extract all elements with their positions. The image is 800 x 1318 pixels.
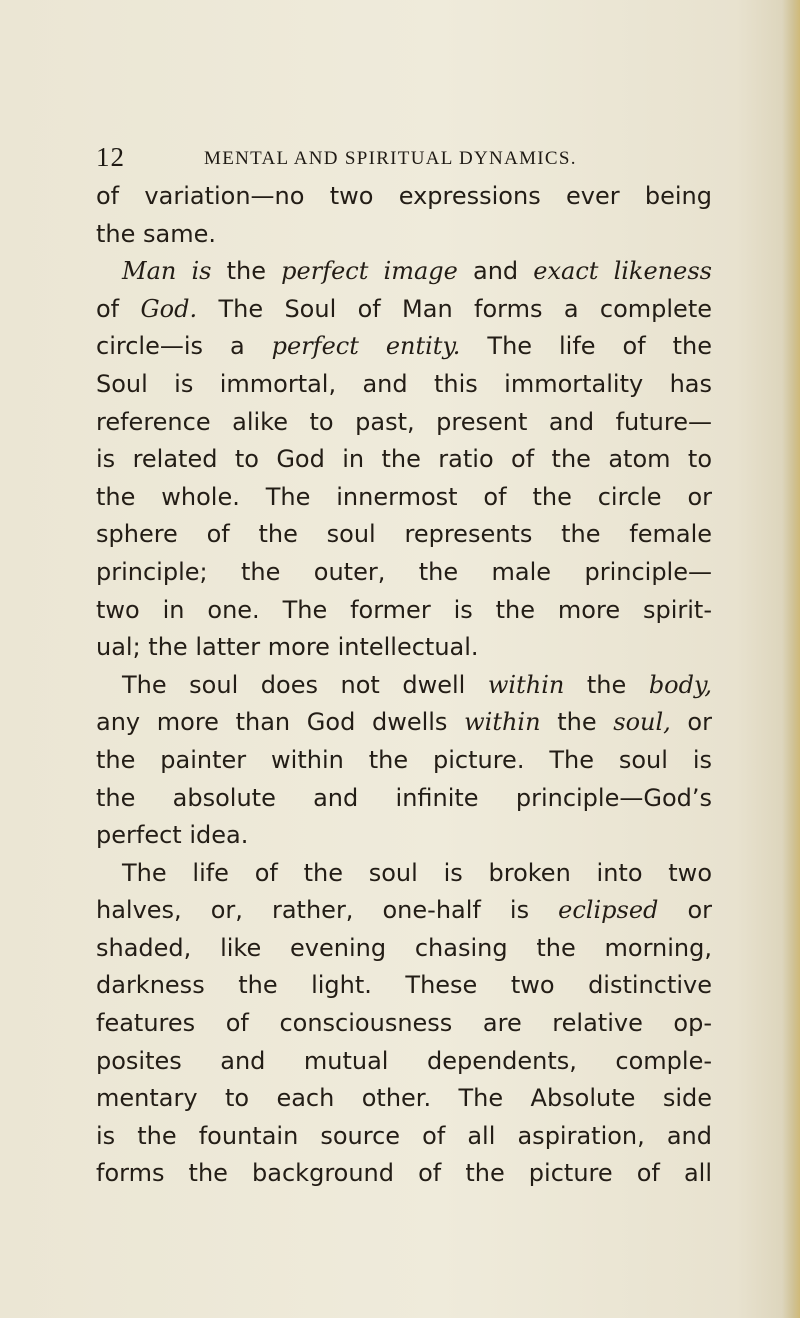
- text-line: [96, 780, 712, 818]
- text-segment: Soul is immortal, and this immortality has: [96, 369, 712, 398]
- text-segment: two in one. The former is the more spirit-: [96, 595, 712, 624]
- text-line: [96, 178, 712, 216]
- text-line: [96, 291, 712, 329]
- text-segment: darkness the light. These two distinctive: [96, 971, 712, 1000]
- body-text: [96, 178, 712, 1193]
- text-line: [96, 629, 712, 667]
- text-segment: ual; the latter more intellectual.: [96, 633, 479, 662]
- text-line: [96, 892, 712, 930]
- page-edge: [782, 0, 800, 1318]
- text-segment: The Soul of Man forms a complete: [197, 294, 712, 323]
- italic-text: perfect image: [281, 257, 458, 286]
- text-line: [96, 516, 712, 554]
- text-segment: or: [670, 708, 712, 737]
- italic-text: God.: [140, 294, 198, 323]
- text-segment: shaded, like evening chasing the morning,: [96, 933, 712, 962]
- text-segment: is the fountain source of all aspiration, and: [96, 1121, 712, 1150]
- text-segment: the same.: [96, 219, 216, 248]
- text-line: [96, 253, 712, 291]
- text-segment: The life of the soul is broken into two: [122, 858, 712, 887]
- text-line: [96, 479, 712, 517]
- running-title: MENTAL AND SPIRITUAL DYNAMICS.: [204, 148, 577, 169]
- text-line: [96, 855, 712, 893]
- running-head: [96, 142, 716, 176]
- italic-text: Man is: [122, 257, 212, 286]
- text-line: [96, 817, 712, 855]
- text-line: [96, 1118, 712, 1156]
- text-segment: or: [658, 896, 712, 925]
- text-line: [96, 742, 712, 780]
- italic-text: within: [487, 670, 565, 699]
- text-segment: principle; the outer, the male principle—: [96, 557, 712, 586]
- italic-text: perfect entity.: [271, 332, 461, 361]
- text-segment: of variation—no two expressions ever being: [96, 182, 712, 210]
- text-segment: the: [211, 257, 282, 286]
- text-line: [96, 704, 712, 742]
- text-segment: halves, or, rather, one-half is: [96, 896, 559, 925]
- text-line: [96, 554, 712, 592]
- text-segment: the: [540, 708, 614, 737]
- text-segment: the: [564, 670, 649, 699]
- text-line: [96, 328, 712, 366]
- text-segment: the absolute and infinite principle—God’s: [96, 783, 712, 812]
- text-line: [96, 667, 712, 705]
- text-line: [96, 930, 712, 968]
- text-line: [96, 967, 712, 1005]
- text-line: [96, 216, 712, 254]
- text-line: [96, 1155, 712, 1193]
- text-segment: sphere of the soul represents the female: [96, 520, 712, 549]
- italic-text: within: [464, 708, 541, 737]
- italic-text: eclipsed: [558, 896, 659, 925]
- italic-text: soul,: [613, 708, 671, 737]
- italic-text: body,: [648, 670, 712, 699]
- page-number: 12: [96, 142, 125, 172]
- text-segment: mentary to each other. The Absolute side: [96, 1084, 712, 1113]
- text-segment: is related to God in the ratio of the atom to: [96, 445, 712, 474]
- text-line: [96, 1080, 712, 1118]
- text-line: [96, 404, 712, 442]
- text-segment: and: [457, 257, 534, 286]
- text-segment: reference alike to past, present and future—: [96, 407, 712, 436]
- text-segment: any more than God dwells: [96, 708, 465, 737]
- text-segment: The soul does not dwell: [122, 670, 488, 699]
- text-line: [96, 441, 712, 479]
- text-segment: forms the background of the picture of all: [96, 1159, 712, 1188]
- text-line: [96, 592, 712, 630]
- italic-text: exact likeness: [533, 257, 712, 286]
- text-segment: posites and mutual dependents, comple-: [96, 1046, 712, 1075]
- text-segment: of: [96, 294, 141, 323]
- text-segment: circle—is a: [96, 332, 272, 361]
- text-segment: The life of the: [460, 332, 713, 361]
- text-segment: features of consciousness are relative op-: [96, 1009, 712, 1038]
- text-line: [96, 366, 712, 404]
- text-line: [96, 1005, 712, 1043]
- text-line: [96, 1043, 712, 1081]
- text-segment: the whole. The innermost of the circle or: [96, 482, 712, 511]
- text-segment: perfect idea.: [96, 821, 249, 850]
- text-segment: the painter within the picture. The soul is: [96, 745, 712, 774]
